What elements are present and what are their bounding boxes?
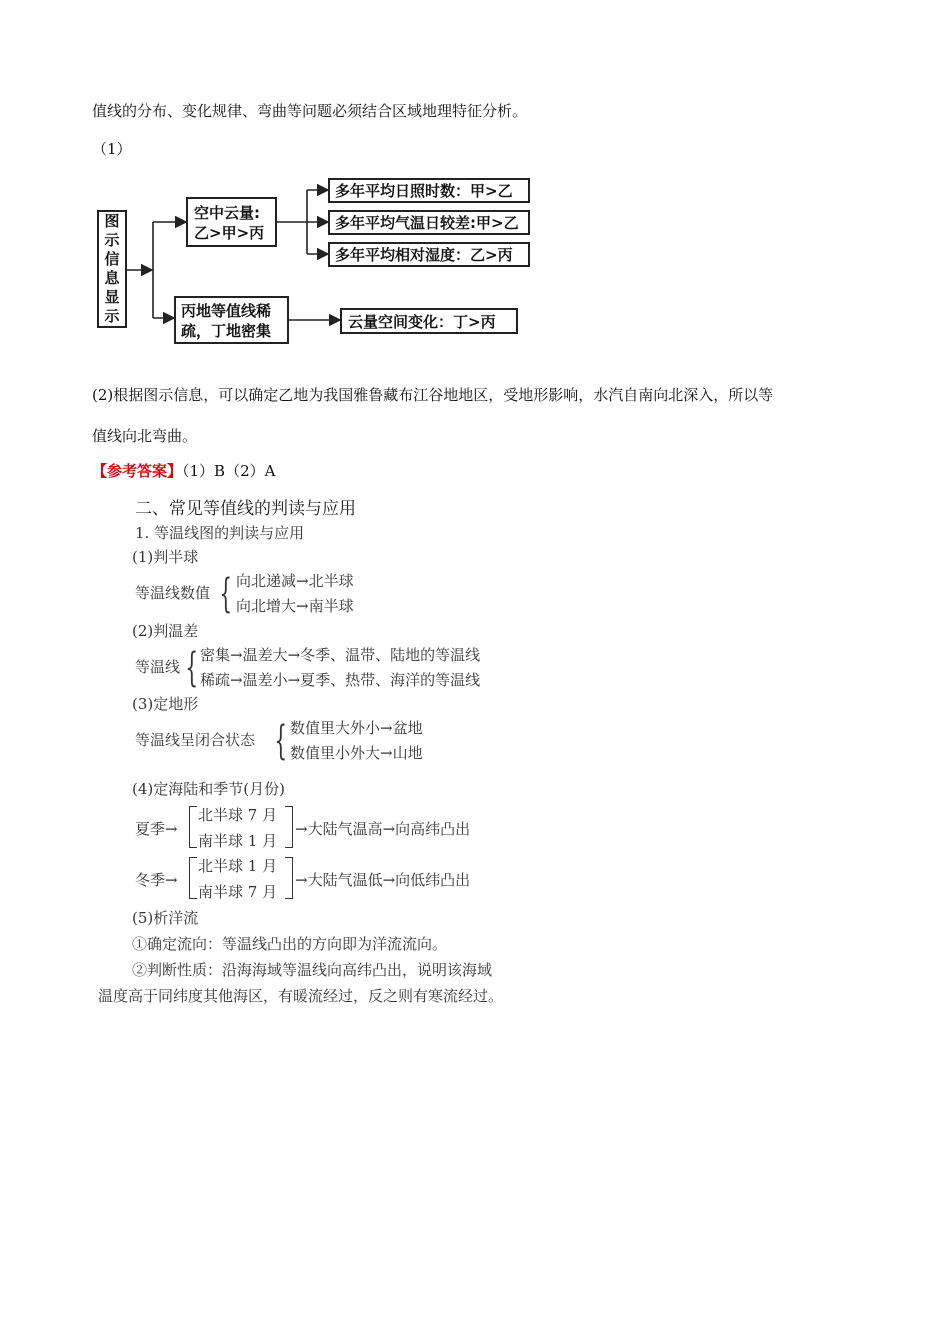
section-title: 二、常见等值线的判读与应用 xyxy=(135,499,356,519)
diagram-root-box xyxy=(97,210,127,328)
root-char: 息 xyxy=(104,269,120,287)
root-char: 显 xyxy=(104,288,120,306)
q3-brace: { xyxy=(274,718,288,764)
root-char: 示 xyxy=(104,231,120,249)
part2-line1: (2)根据图示信息，可以确定乙地为我国雅鲁藏布江谷地地区，受地形影响，水汽自南向北深入，所以等 xyxy=(92,386,774,404)
isoline-density-box xyxy=(174,296,289,344)
winter-result: →大陆气温低→向低纬凸出 xyxy=(295,871,471,889)
q1-heading: (1)判半球 xyxy=(132,548,199,566)
isoline-density-line2: 疏，丁地密集 xyxy=(181,322,272,340)
summer-north: 北半球 7 月 xyxy=(198,806,278,824)
part2-line2: 值线向北弯曲。 xyxy=(92,427,198,445)
intro-line: 值线的分布、变化规律、弯曲等问题必须结合区域地理特征分析。 xyxy=(92,102,528,120)
temp-range-box xyxy=(328,210,530,235)
q2-lead: 等温线 xyxy=(135,658,181,676)
q2-option-b: 稀疏→温差小→夏季、热带、海洋的等温线 xyxy=(200,671,481,689)
q3-heading: (3)定地形 xyxy=(132,695,199,713)
q3-lead: 等温线呈闭合状态 xyxy=(135,731,256,749)
q2-option-a: 密集→温差大→冬季、温带、陆地的等温线 xyxy=(200,646,481,664)
summer-south: 南半球 1 月 xyxy=(198,832,278,850)
humidity-box xyxy=(328,242,530,267)
cloud-change-text: 云量空间变化：丁>丙 xyxy=(348,313,496,331)
q3-option-b: 数值里小外大→山地 xyxy=(290,744,423,762)
q5-item2-line2: 温度高于同纬度其他海区，有暖流经过，反之则有寒流经过。 xyxy=(98,987,504,1005)
summer-lead: 夏季→ xyxy=(135,820,178,838)
winter-right-bracket xyxy=(285,857,293,899)
humidity-text: 多年平均相对湿度：乙>丙 xyxy=(335,246,513,264)
sunshine-text: 多年平均日照时数：甲>乙 xyxy=(335,182,513,200)
answer-label: 【参考答案】 xyxy=(92,462,183,480)
q2-brace: { xyxy=(185,645,199,691)
q3-option-a: 数值里大外小→盆地 xyxy=(290,719,423,737)
q5-item1: ①确定流向：等温线凸出的方向即为洋流流向。 xyxy=(132,935,448,953)
cloud-cover-line2: 乙>甲>丙 xyxy=(194,224,265,242)
q1-lead: 等温线数值 xyxy=(135,584,211,602)
part1-label: （1） xyxy=(92,140,132,158)
answer-text: （1）B（2）A xyxy=(182,462,276,480)
summer-left-bracket xyxy=(189,806,197,848)
cloud-cover-line1: 空中云量: xyxy=(194,204,260,222)
summer-right-bracket xyxy=(285,806,293,848)
root-char: 图 xyxy=(104,212,120,230)
q4-heading: (4)定海陆和季节(月份) xyxy=(132,780,285,798)
q1-brace: { xyxy=(219,571,233,617)
q5-item2-line1: ②判断性质：沿海海域等温线向高纬凸出，说明该海域 xyxy=(132,961,493,979)
cloud-change-box xyxy=(340,308,518,334)
root-char: 信 xyxy=(104,250,120,268)
isoline-density-line1: 丙地等值线稀 xyxy=(181,302,272,320)
q1-option-a: 向北递减→北半球 xyxy=(236,572,354,590)
cloud-cover-box xyxy=(186,197,277,247)
answer-line xyxy=(92,460,275,481)
q5-heading: (5)析洋流 xyxy=(132,909,199,927)
section-subtitle: 1. 等温线图的判读与应用 xyxy=(135,524,305,542)
q2-heading: (2)判温差 xyxy=(132,622,199,640)
summer-result: →大陆气温高→向高纬凸出 xyxy=(295,820,471,838)
winter-north: 北半球 1 月 xyxy=(198,857,278,875)
winter-lead: 冬季→ xyxy=(135,871,178,889)
sunshine-box xyxy=(328,178,530,203)
winter-left-bracket xyxy=(189,857,197,899)
q1-option-b: 向北增大→南半球 xyxy=(236,597,354,615)
root-char: 示 xyxy=(104,307,120,325)
winter-south: 南半球 7 月 xyxy=(198,883,278,901)
temp-range-text: 多年平均气温日较差:甲>乙 xyxy=(335,214,519,232)
